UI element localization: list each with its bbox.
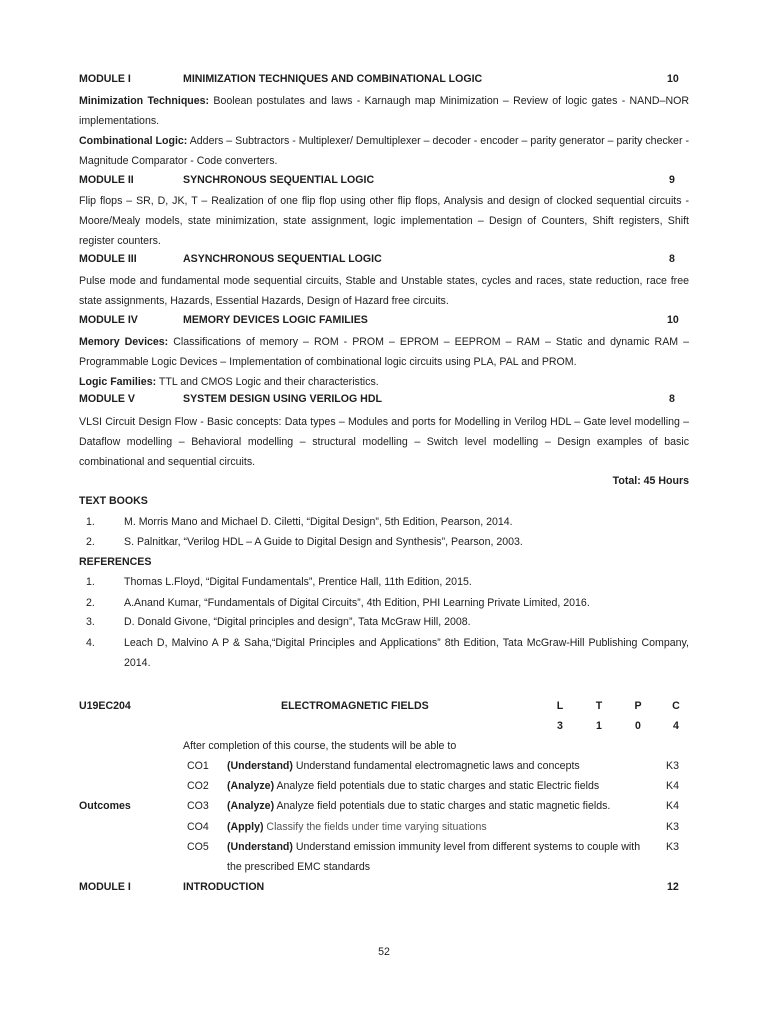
module-3-title: ASYNCHRONOUS SEQUENTIAL LOGIC <box>183 253 382 265</box>
outcome-verb: (Analyze) <box>227 780 275 792</box>
outcome-code: CO3 <box>187 800 209 812</box>
ltpc-header-t: T <box>595 700 603 712</box>
textbook-num: 2. <box>86 536 95 548</box>
ltpc-header-p: P <box>634 700 642 712</box>
textbook-num: 1. <box>86 516 95 528</box>
textbook-entry: S. Palnitkar, “Verilog HDL – A Guide to Digital Design and Synthesis”, Pearson, 2003. <box>124 536 523 548</box>
para-text: Classifications of memory – ROM - PROM – EPROM – EEPROM – RAM – Static and dynamic RAM – Programmable Logic Devices – Implementation of combinational logic circuits using PLA, PAL and PROM. <box>79 336 689 368</box>
outcome-code: CO1 <box>187 760 209 772</box>
module-5-code: MODULE V <box>79 393 135 405</box>
outcome-level: K4 <box>666 800 679 812</box>
outcome-verb: (Apply) <box>227 821 264 833</box>
outcome-desc <box>227 780 599 792</box>
module-4-para-2 <box>79 372 689 392</box>
para-text: Adders – Subtractors - Multiplexer/ Demultiplexer – decoder - encoder – parity generator – parity checker - Magnitude Comparator - Code converters. <box>79 135 689 167</box>
reference-entry: A.Anand Kumar, “Fundamentals of Digital Circuits”, 4th Edition, PHI Learning Private Limited, 2016. <box>124 597 590 609</box>
outcome-desc <box>227 800 610 812</box>
outcome-level: K4 <box>666 780 679 792</box>
outcome-level: K3 <box>666 841 679 853</box>
course-module-1-hours: 12 <box>667 881 679 893</box>
outcome-text: Understand emission immunity level from different systems to couple with the prescribed EMC standards <box>227 841 641 873</box>
outcomes-intro: After completion of this course, the students will be able to <box>183 740 457 752</box>
outcome-desc <box>227 821 487 833</box>
textbooks-heading: TEXT BOOKS <box>79 495 148 507</box>
module-3-hours: 8 <box>669 253 675 265</box>
module-2-para: Flip flops – SR, D, JK, T – Realization of one flip flop using other flip flops, Analysis and design of clocked sequential circuits - Moore/Mealy models, state minimization, state assignment, logic implementation – Design of Counters, Shift registers, Shift register counters. <box>79 195 689 247</box>
references-heading: REFERENCES <box>79 556 152 568</box>
module-5-para: VLSI Circuit Design Flow - Basic concepts: Data types – Modules and ports for Modelling in Verilog HDL – Gate level modelling – Dataflow modelling – Behavioral modelling – structural modelling – Switch level modelling – Design examples of basic combinational and sequential circuits. <box>79 416 689 468</box>
module-1-code: MODULE I <box>79 73 131 85</box>
course-module-1-title: INTRODUCTION <box>183 881 265 893</box>
page-number: 52 <box>378 946 390 958</box>
outcome-level: K3 <box>666 821 679 833</box>
reference-num: 4. <box>86 637 95 649</box>
outcome-verb: (Understand) <box>227 760 293 772</box>
reference-num: 3. <box>86 616 95 628</box>
outcome-code: CO2 <box>187 780 209 792</box>
ltpc-value-t: 1 <box>596 720 602 732</box>
outcome-text: Understand fundamental electromagnetic laws and concepts <box>292 760 580 772</box>
ltpc-value-l: 3 <box>557 720 563 732</box>
ltpc-value-p: 0 <box>635 720 641 732</box>
module-4-para-1 <box>79 332 689 372</box>
ltpc-value-c: 4 <box>673 720 679 732</box>
para-text: Boolean postulates and laws - Karnaugh map Minimization – Review of logic gates - NAND–NOR implementations. <box>79 95 689 127</box>
module-2-title: SYNCHRONOUS SEQUENTIAL LOGIC <box>183 174 375 186</box>
para-text: TTL and CMOS Logic and their characteristics. <box>156 376 379 388</box>
outcome-desc <box>227 760 580 772</box>
outcomes-label: Outcomes <box>79 800 131 812</box>
module-1-title: MINIMIZATION TECHNIQUES AND COMBINATIONAL LOGIC <box>183 73 483 85</box>
outcome-code: CO5 <box>187 841 209 853</box>
module-4-hours: 10 <box>667 314 679 326</box>
reference-entry: D. Donald Givone, “Digital principles and design”, Tata McGraw Hill, 2008. <box>124 616 471 628</box>
module-4-code: MODULE IV <box>79 314 138 326</box>
outcome-desc <box>227 837 647 877</box>
para-label: Combinational Logic: <box>79 135 188 147</box>
para-label: Minimization Techniques: <box>79 95 210 107</box>
reference-entry: Thomas L.Floyd, “Digital Fundamentals”, Prentice Hall, 11th Edition, 2015. <box>124 576 472 588</box>
module-1-para-1 <box>79 91 689 131</box>
course-module-1-code: MODULE I <box>79 881 131 893</box>
module-2-hours: 9 <box>669 174 675 186</box>
module-3-para: Pulse mode and fundamental mode sequential circuits, Stable and Unstable states, cycles and races, state reduction, race free state assignments, Hazards, Essential Hazards, Design of Hazard free circuits. <box>79 275 689 307</box>
module-5-title: SYSTEM DESIGN USING VERILOG HDL <box>183 393 382 405</box>
para-label: Logic Families: <box>79 376 157 388</box>
textbook-entry: M. Morris Mano and Michael D. Ciletti, “Digital Design”, 5th Edition, Pearson, 2014. <box>124 516 513 528</box>
ltpc-header-l: L <box>556 700 564 712</box>
module-5-hours: 8 <box>669 393 675 405</box>
reference-entry: Leach D, Malvino A P & Saha,“Digital Principles and Applications” 8th Edition, Tata McGraw-Hill Publishing Company, 2014. <box>124 637 689 669</box>
module-1-para-2 <box>79 131 689 171</box>
reference-num: 1. <box>86 576 95 588</box>
outcome-text: Analyze field potentials due to static charges and static Electric fields <box>274 780 600 792</box>
ltpc-header-c: C <box>672 700 680 712</box>
outcome-verb: (Understand) <box>227 841 293 853</box>
course-title: ELECTROMAGNETIC FIELDS <box>281 700 429 712</box>
module-4-title: MEMORY DEVICES LOGIC FAMILIES <box>183 314 368 326</box>
module-3-code: MODULE III <box>79 253 137 265</box>
course-code: U19EC204 <box>79 700 131 712</box>
module-1-hours: 10 <box>667 73 679 85</box>
outcome-text: Classify the fields under time varying situations <box>263 821 487 833</box>
outcome-code: CO4 <box>187 821 209 833</box>
outcome-verb: (Analyze) <box>227 800 275 812</box>
total-hours: Total: 45 Hours <box>612 475 689 487</box>
outcome-text: Analyze field potentials due to static charges and static magnetic fields. <box>274 800 611 812</box>
reference-num: 2. <box>86 597 95 609</box>
outcome-level: K3 <box>666 760 679 772</box>
para-label: Memory Devices: <box>79 336 169 348</box>
module-2-code: MODULE II <box>79 174 134 186</box>
